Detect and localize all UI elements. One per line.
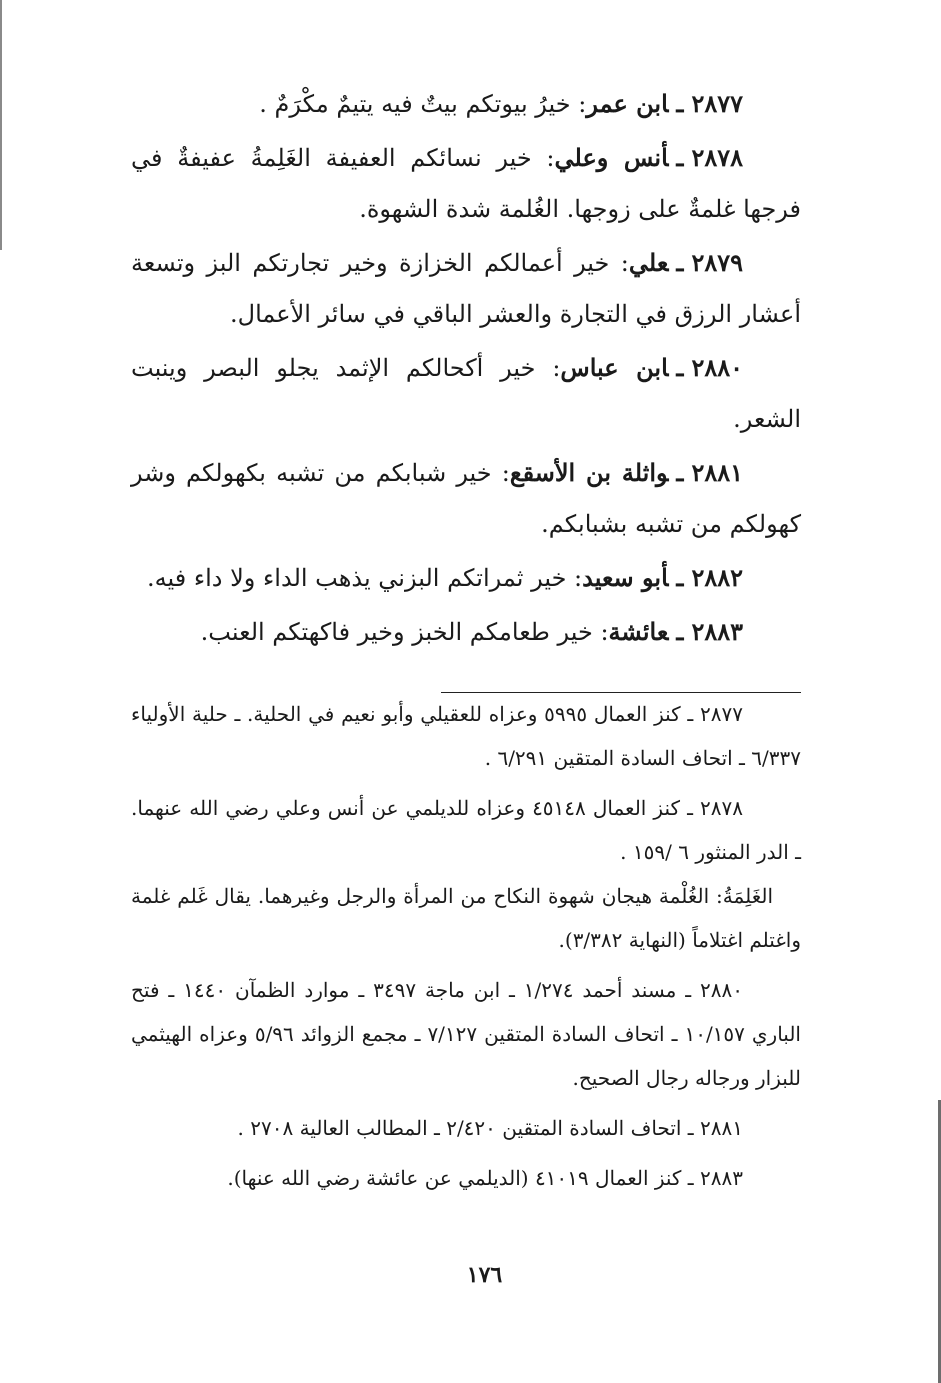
hadith-entry: ٢٨٧٧ـابن عمر: خيرُ بيوتكم بيتٌ فيه يتيمٌ مكْرَمٌ . — [259, 89, 743, 118]
entry-narrator: واثلة بن الأسقع — [509, 458, 669, 487]
entry-number: ٢٨٧٨ — [691, 143, 744, 172]
entry-number: ٢٨٨٠ — [691, 353, 743, 382]
footnote-gloss — [131, 874, 801, 962]
scan-edge-left — [0, 0, 2, 250]
entry-number: ٢٨٧٩ — [691, 248, 743, 277]
footnote-text: كنز العمال ٥٩٩٥ وعزاه للعقيلي وأبو نعيم في الحلية. ـ حلية الأولياء ٦/٣٣٧ ـ اتحاف السادة المتقين ٦/٢٩١ . — [131, 702, 801, 770]
entry-text: خير ثمراتكم البزني يذهب الداء ولا داء فيه. — [147, 564, 567, 592]
entry-narrator: أنس وعلي — [554, 143, 669, 172]
entry-text: خيرُ بيوتكم بيتٌ فيه يتيمٌ مكْرَمٌ . — [259, 90, 571, 118]
footnote: ٢٨٨٠ ـ مسند أحمد ١/٢٧٤ ـ ابن ماجة ٣٤٩٧ ـ موارد الظمآن ١٤٤٠ ـ فتح الباري ١٠/١٥٧ ـ اتحاف السادة المتقين ٧/١٢٧ ـ مجمع الزوائد ٥/٩٦ وعزاه الهيثمي للبزار ورجاله رجال الصحيح. — [131, 978, 801, 1090]
entry-narrator: أبو سعيد — [582, 563, 669, 592]
footnote-number: ٢٨٨٣ — [700, 1166, 743, 1190]
hadith-entry: ٢٨٨٣ـعائشة: خير طعامكم الخبز وخير فاكهتكم العنب. — [200, 617, 743, 646]
footnote-text: الغَلِمَةُ: الغُلْمة هيجان شهوة النكاح من المرأة والرجل وغيرهما. يقال غَلم غلمة واغتلم اغتلاماً (النهاية ٣/٣٨٢). — [131, 884, 801, 952]
footnote: ٢٨٧٧ ـ كنز العمال ٥٩٩٥ وعزاه للعقيلي وأبو نعيم في الحلية. ـ حلية الأولياء ٦/٣٣٧ ـ اتحاف السادة المتقين ٦/٢٩١ . — [131, 702, 801, 770]
entry-number: ٢٨٨٣ — [691, 617, 743, 646]
footnote-number: ٢٨٨١ — [700, 1116, 743, 1140]
footnote-text: كنز العمال ٤٥١٤٨ وعزاه للديلمي عن أنس وعلي رضي الله عنهما. ـ الدر المنثور ٦ /١٥٩ . — [131, 796, 801, 864]
entry-number: ٢٨٧٧ — [691, 89, 743, 118]
footnote: ٢٨٧٨ ـ كنز العمال ٤٥١٤٨ وعزاه للديلمي عن أنس وعلي رضي الله عنهما. ـ الدر المنثور ٦ /١٥٩ . — [131, 796, 801, 864]
entry-text: خير نسائكم العفيفة الغَلِمةُ عفيفةٌ في فرجها غلمةٌ على زوجها. الغُلمة شدة الشهوة. — [131, 144, 801, 223]
footnote-number: ٢٨٨٠ — [700, 978, 743, 1002]
footnote-text: كنز العمال ٤١٠١٩ (الديلمي عن عائشة رضي الله عنها). — [227, 1166, 682, 1190]
footnote-text: اتحاف السادة المتقين ٢/٤٢٠ ـ المطالب العالية ٢٧٠٨ . — [237, 1116, 682, 1140]
hadith-entry: ٢٨٧٨ـأنس وعلي: خير نسائكم العفيفة الغَلِمةُ عفيفةٌ في فرجها غلمةٌ على زوجها. الغُلمة شدة الشهوة. — [131, 143, 801, 223]
hadith-entry: ٢٨٨١ـواثلة بن الأسقع: خير شبابكم من تشبه بكهولكم وشر كهولكم من تشبه بشبابكم. — [131, 458, 801, 538]
entry-narrator: علي — [628, 248, 669, 277]
hadith-entry: ٢٨٧٩ـعلي: خير أعمالكم الخزازة وخير تجارتكم البز وتسعة أعشار الرزق في التجارة والعشر الباقي في سائر الأعمال. — [131, 248, 801, 328]
footnote: ٢٨٨٣ ـ كنز العمال ٤١٠١٩ (الديلمي عن عائشة رضي الله عنها). — [227, 1166, 743, 1190]
entry-text: خير طعامكم الخبز وخير فاكهتكم العنب. — [200, 618, 593, 646]
hadith-entry: ٢٨٨٢ـأبو سعيد: خير ثمراتكم البزني يذهب الداء ولا داء فيه. — [147, 563, 743, 592]
entry-number: ٢٨٨٢ — [691, 563, 743, 592]
page-number: ١٧٦ — [466, 1262, 503, 1288]
footnotes — [131, 692, 801, 1206]
footnote: ٢٨٨١ ـ اتحاف السادة المتقين ٢/٤٢٠ ـ المطالب العالية ٢٧٠٨ . — [237, 1116, 743, 1140]
entry-text: خير أكحالكم الإثمد يجلو البصر وينبت الشعر. — [131, 354, 801, 433]
entry-text: خير شبابكم من تشبه بكهولكم وشر كهولكم من تشبه بشبابكم. — [131, 459, 801, 538]
entry-number: ٢٨٨١ — [691, 458, 743, 487]
hadith-entries — [131, 78, 801, 660]
hadith-entry: ٢٨٨٠ـابن عباس: خير أكحالكم الإثمد يجلو البصر وينبت الشعر. — [131, 353, 801, 433]
footnote-number: ٢٨٧٧ — [700, 702, 743, 726]
entry-text: خير أعمالكم الخزازة وخير تجارتكم البز وتسعة أعشار الرزق في التجارة والعشر الباقي في سائر الأعمال. — [131, 249, 801, 328]
entry-narrator: ابن عمر — [586, 89, 669, 118]
entry-narrator: ابن عباس — [560, 353, 669, 382]
entry-narrator: عائشة — [608, 617, 669, 646]
footnote-number: ٢٨٧٨ — [700, 796, 743, 820]
footnote-text: مسند أحمد ١/٢٧٤ ـ ابن ماجة ٣٤٩٧ ـ موارد الظمآن ١٤٤٠ ـ فتح الباري ١٠/١٥٧ ـ اتحاف السادة المتقين ٧/١٢٧ ـ مجمع الزوائد ٥/٩٦ وعزاه الهيثمي للبزار ورجاله رجال الصحيح. — [131, 978, 801, 1090]
